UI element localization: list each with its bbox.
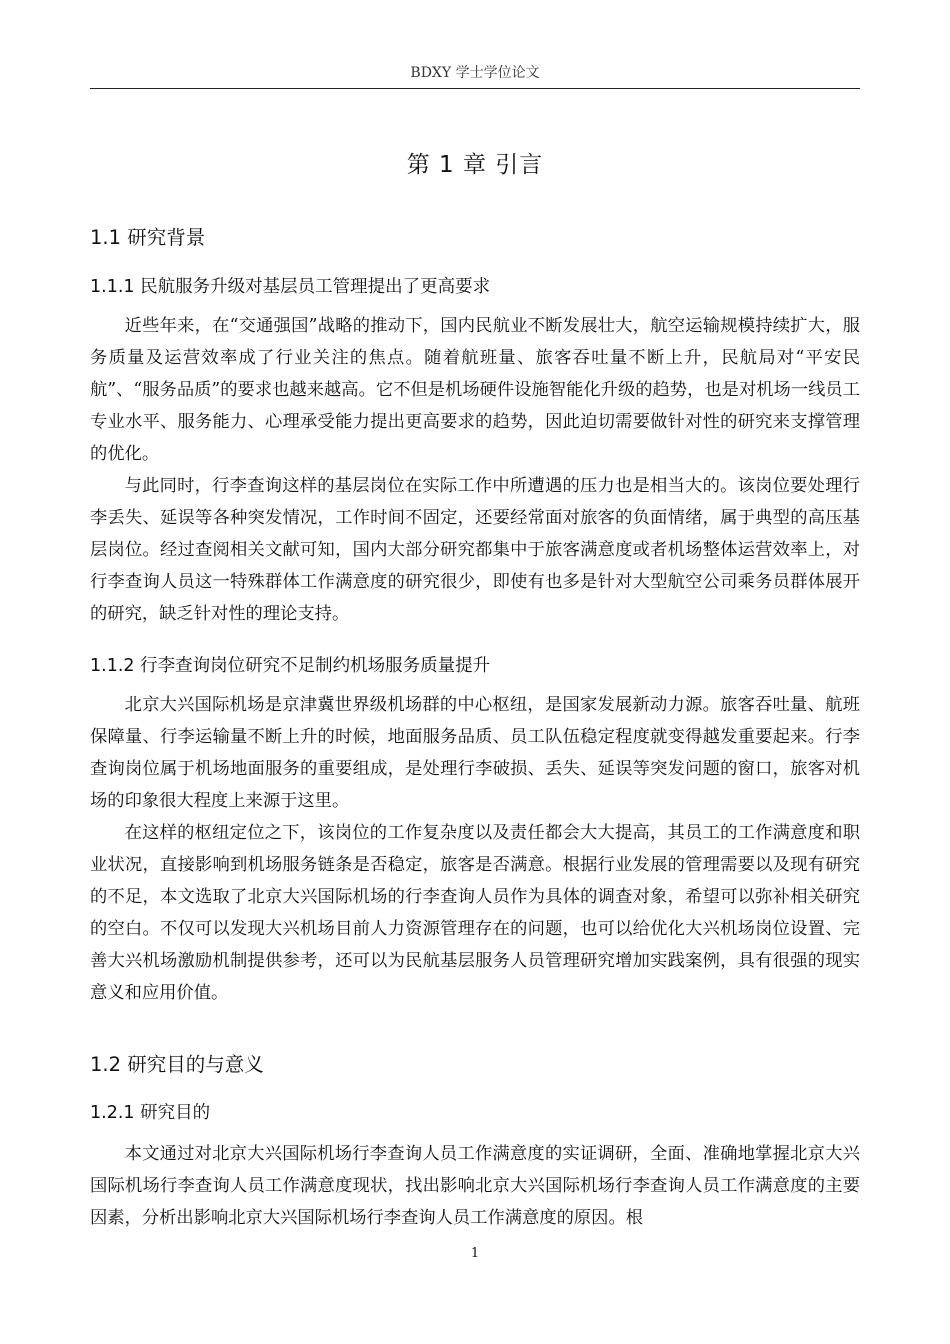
paragraph: 北京大兴国际机场是京津冀世界级机场群的中心枢纽，是国家发展新动力源。旅客吞吐量、航班保障量、行李运输量不断上升的时候，地面服务品质、员工队伍稳定程度就变得越发重要起来。行李查询岗位属于机场地面服务的重要组成，是处理行李破损、丢失、延误等突发问题的窗口，旅客对机场的印象很大程度上来源于这里。 [90, 695, 860, 811]
running-header: BDXY 学士学位论文 [410, 65, 540, 81]
section-heading-1-2: 1.2 研究目的与意义 [90, 1053, 264, 1076]
subsection-heading-1-1-1: 1.1.1 民航服务升级对基层员工管理提出了更高要求 [90, 277, 491, 297]
paragraph: 在这样的枢纽定位之下，该岗位的工作复杂度以及责任都会大大提高，其员工的工作满意度和职业状况，直接影响到机场服务链条是否稳定，旅客是否满意。根据行业发展的管理需要以及现有研究的不足，本文选取了北京大兴国际机场的行李查询人员作为具体的调查对象，希望可以弥补相关研究的空白。不仅可以发现大兴机场目前人力资源管理存在的问题，也可以给优化大兴机场岗位设置、完善大兴机场激励机制提供参考，还可以为民航基层服务人员管理研究增加实践案例，具有很强的现实意义和应用价值。 [90, 823, 860, 1003]
section-heading-1-1: 1.1 研究背景 [90, 226, 206, 249]
subsection-heading-1-1-2: 1.1.2 行李查询岗位研究不足制约机场服务质量提升 [90, 656, 491, 676]
paragraph: 本文通过对北京大兴国际机场行李查询人员工作满意度的实证调研，全面、准确地掌握北京大兴国际机场行李查询人员工作满意度现状，找出影响北京大兴国际机场行李查询人员工作满意度的主要因素，分析出影响北京大兴国际机场行李查询人员工作满意度的原因。根 [90, 1144, 860, 1228]
paragraph: 近些年来，在“交通强国”战略的推动下，国内民航业不断发展壮大，航空运输规模持续扩大，服务质量及运营效率成了行业关注的焦点。随着航班量、旅客吞吐量不断上升，民航局对“平安民航”、“服务品质”的要求也越来越高。它不但是机场硬件设施智能化升级的趋势，也是对机场一线员工专业水平、服务能力、心理承受能力提出更高要求的趋势，因此迫切需要做针对性的研究来支撑管理的优化。 [90, 316, 860, 464]
subsection-heading-1-2-1: 1.2.1 研究目的 [90, 1103, 211, 1123]
header-rule [90, 88, 860, 89]
chapter-title: 第 1 章 引言 [406, 152, 544, 178]
page-number: 1 [470, 1246, 480, 1261]
paragraph: 与此同时，行李查询这样的基层岗位在实际工作中所遭遇的压力也是相当大的。该岗位要处理行李丢失、延误等各种突发情况，工作时间不固定，还要经常面对旅客的负面情绪，属于典型的高压基层岗位。经过查阅相关文献可知，国内大部分研究都集中于旅客满意度或者机场整体运营效率上，对行李查询人员这一特殊群体工作满意度的研究很少，即使有也多是针对大型航空公司乘务员群体展开的研究，缺乏针对性的理论支持。 [90, 476, 860, 624]
